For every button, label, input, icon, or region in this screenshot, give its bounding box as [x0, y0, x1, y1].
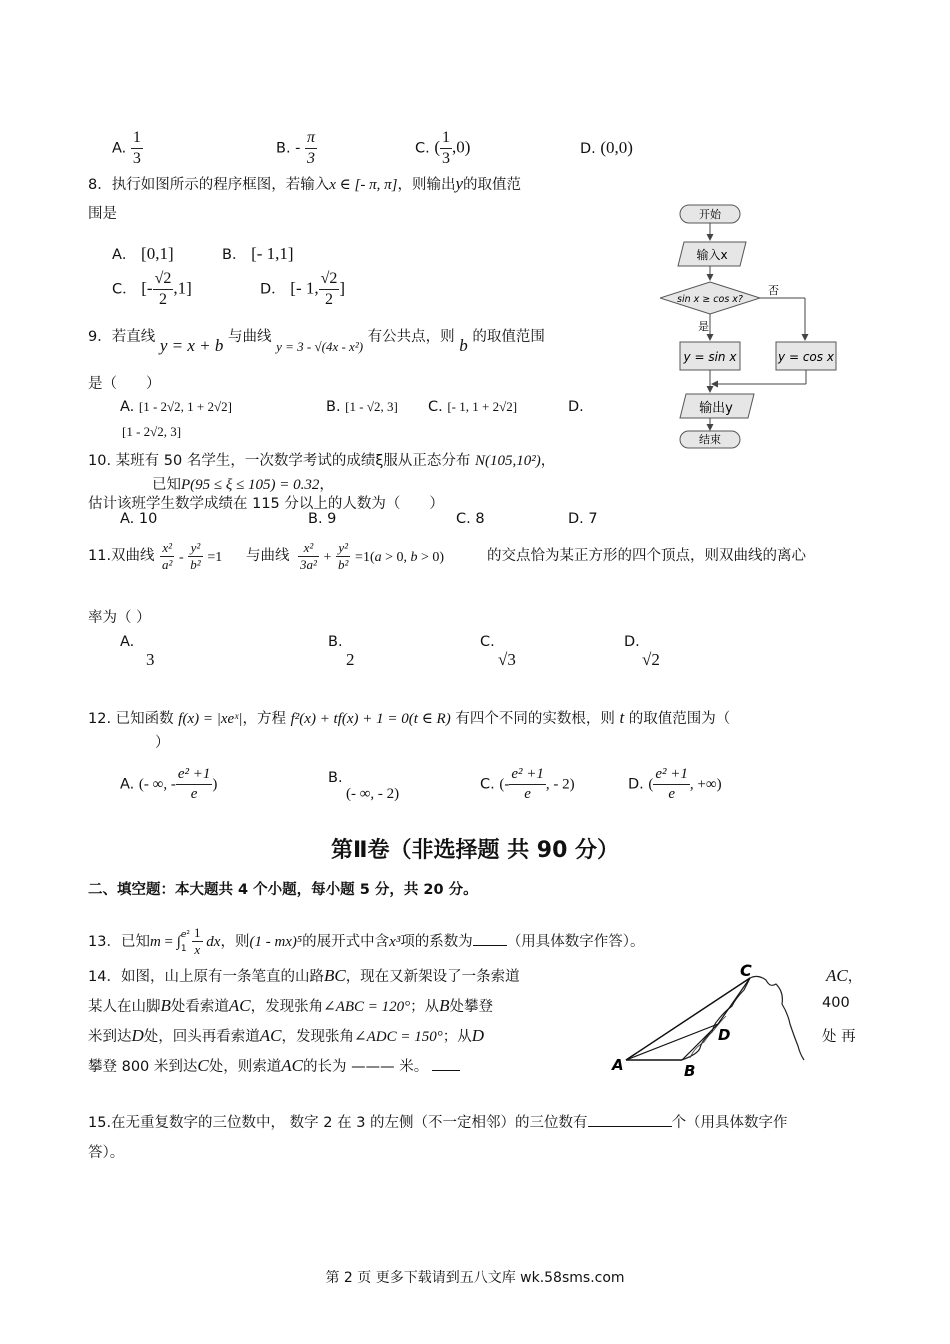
- flowchart: [660, 198, 860, 454]
- q10-option-c: C. 8: [456, 511, 485, 527]
- q15-line1: 15.在无重复数字的三位数中， 数字 2 在 3 的左侧（不一定相邻）的三位数有 个（用具体数字作: [88, 1115, 788, 1131]
- section2-subtitle: 二、填空题：本大题共 4 个小题，每小题 5 分，共 20 分。: [88, 882, 478, 898]
- q14-line1: 14．如图，山上原有一条笔直的山路BC，现在又新架设了一条索道: [88, 966, 520, 985]
- section2-title: 第Ⅱ卷（非选择题 共 90 分）: [330, 838, 620, 863]
- q14-answer-blank[interactable]: [432, 1070, 460, 1071]
- q14-mountain-figure: [608, 962, 812, 1080]
- fig-label-d: D: [718, 1026, 731, 1044]
- q7-option-b: B. - $\frac{\pi}{3}$: [276, 129, 316, 167]
- q9-line2: 是（ ）: [88, 376, 161, 392]
- q11-line1c: 的交点恰为某正方形的四个顶点，则双曲线的离心: [487, 548, 806, 564]
- page-footer: 第 2 页 更多下载请到五八文库 wk.58sms.com: [325, 1270, 625, 1286]
- flow-yes-label: 是: [698, 320, 709, 333]
- q14-line4: 攀登 800 米到达C处，则索道AC的长为 ——— 米。: [88, 1055, 460, 1076]
- q12-option-c: C. (- $\frac{\text{e² +1}}{e}$ , - 2): [480, 766, 575, 802]
- q15-answer-blank[interactable]: [588, 1126, 672, 1127]
- q8-line2: 围是: [88, 206, 117, 222]
- q12-option-d: D. ( $\frac{\text{e² +1}}{e}$ , +∞): [628, 766, 722, 802]
- q9-line1: 9．若直线 y = x + b 与曲线 y = 3 - √(4x - x²) 有公共点，则 b 的取值范围: [88, 329, 545, 355]
- q11-line2: 率为（ ）: [88, 610, 151, 626]
- q7-option-c: C. ( $\frac{1}{3}$ ,0): [415, 129, 471, 167]
- q13-answer-blank[interactable]: [473, 945, 507, 946]
- q11-line1a: 11.双曲线: [88, 548, 155, 564]
- q9-option-b: B. [1 - √2, 3]: [326, 399, 398, 415]
- q7-option-a: A. $\frac{1}{3}$: [112, 129, 141, 167]
- q9-option-a: A. [1 - 2√2, 1 + 2√2]: [120, 399, 232, 415]
- q14-line2: 某人在山脚B处看索道AC，发现张角∠ABC = 120°；从B处攀登: [88, 996, 494, 1015]
- q12-line1: 12. 已知函数 f(x) = |xeˣ|，方程 f²(x) + tf(x) + 1 = 0(t ∈ R) 有四个不同的实数根，则 t 的取值范围为（: [88, 708, 731, 727]
- flow-cos-label: y = cos x: [778, 350, 834, 364]
- fig-label-b: B: [684, 1062, 696, 1080]
- q8-line1: 8．执行如图所示的程序框图，若输入x ∈ [- π, π]，则输出y的取值范: [88, 174, 521, 193]
- q8-option-a: A． [0,1]: [112, 244, 174, 263]
- q8-option-b: B． [- 1,1]: [222, 244, 294, 263]
- q10-line2: 已知P(95 ≤ ξ ≤ 105) = 0.32，: [152, 477, 334, 493]
- flow-sin-label: y = sin x: [683, 350, 737, 364]
- flow-input-label: 输入x: [696, 248, 728, 262]
- flow-output-label: 输出y: [699, 401, 733, 416]
- fig-label-a: A: [612, 1056, 624, 1074]
- q11-option-b: B. 2: [328, 634, 355, 669]
- q8-option-d: D． [- 1, $\frac{√2}{2}$ ]: [260, 270, 346, 308]
- flow-end-label: 结束: [699, 433, 721, 446]
- q10-line3: 估计该班学生数学成绩在 115 分以上的人数为（ ）: [88, 496, 444, 512]
- q15-line2: 答）。: [88, 1145, 125, 1161]
- q7-option-d: D. (0,0): [580, 138, 633, 157]
- q9-option-d-label: D.: [568, 399, 584, 415]
- q11-hyperbola: $\frac{\text{x²}}{\text{a²}}$ - $\frac{\text{y²}}{\text{b²}}$ =1: [162, 540, 223, 573]
- q11-ellipse: $\frac{\text{x²}}{\text{3a²}}$ + $\frac{\text{y²}}{\text{b²}}$ =1(a > 0, b > 0): [300, 540, 445, 573]
- q11-option-c: C. √3: [480, 634, 516, 669]
- q10-option-d: D. 7: [568, 511, 598, 527]
- q12-line2: ）: [155, 735, 170, 751]
- q11-line1b: 与曲线: [246, 548, 290, 564]
- q10-line1: 10. 某班有 50 名学生，一次数学考试的成绩ξ服从正态分布 N(105,10²)，: [88, 453, 556, 469]
- q14-line3: 米到达D处，回头再看索道AC，发现张角∠ADC = 150°；从D: [88, 1026, 484, 1045]
- q11-option-d: D. √2: [624, 634, 660, 669]
- q10-option-b: B. 9: [308, 511, 337, 527]
- q9-option-d-value: [1 - 2√2, 3]: [122, 424, 182, 439]
- flow-no-label: 否: [768, 284, 779, 297]
- fig-label-c: C: [740, 962, 752, 980]
- q11-option-a: A. 3: [120, 634, 155, 669]
- q14-line3-end: 处 再: [822, 1029, 856, 1045]
- q10-option-a: A. 10: [120, 511, 158, 527]
- q9-option-c: C. [- 1, 1 + 2√2]: [428, 399, 518, 415]
- q8-option-c: C． [- $\frac{√2}{2}$ ,1]: [112, 270, 192, 308]
- q14-num400: 400: [822, 995, 850, 1011]
- q12-option-b: B. (- ∞, - 2): [328, 770, 400, 802]
- q14-line1-end: AC，: [826, 966, 863, 985]
- flow-start-label: 开始: [699, 208, 721, 221]
- flow-decision-label: sin x ≥ cos x?: [677, 294, 743, 305]
- q13-line: 13．已知m = ∫e² 1 $\frac{1}{x}$ dx，则(1 - mx)⁵的展开式中含x³项的系数为 （用具体数字作答）。: [88, 925, 645, 958]
- q12-option-a: A. (- ∞, - $\frac{\text{e² +1}}{e}$ ): [120, 766, 218, 802]
